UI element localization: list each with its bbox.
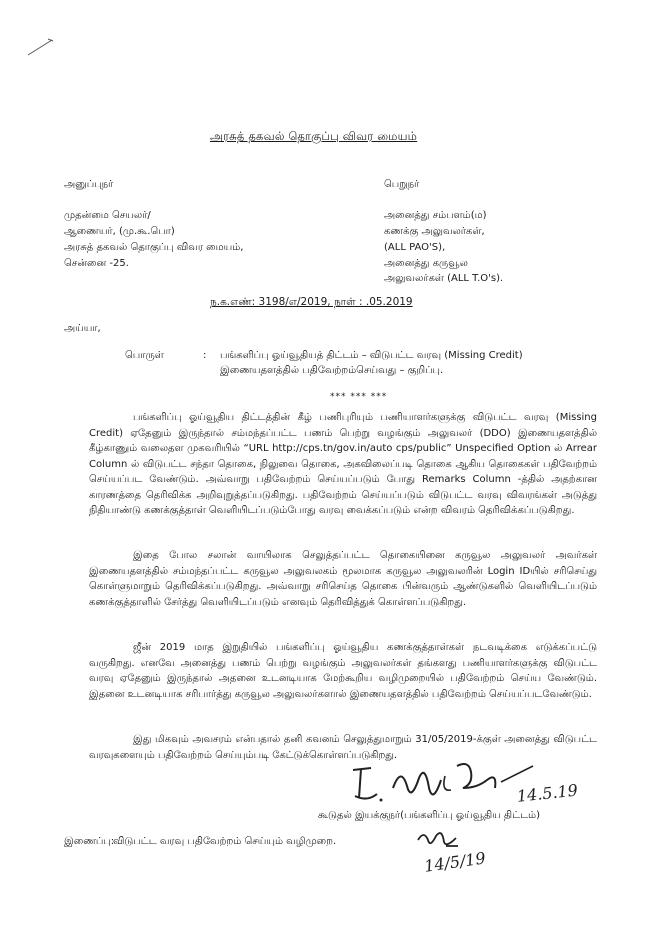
recipient-line: அனைத்து சம்பளம்(ம)	[384, 210, 487, 221]
enclosure-text: விடுபட்ட வரவு பதிவேற்றம் செய்யும் வழிமுறை.	[113, 836, 337, 847]
subject-line-2: இணையதளத்தில் பதிவேற்றம்செய்வது – குறிப்பு.	[220, 365, 444, 376]
recipient-line: கணக்கு அலுவலர்கள்,	[384, 226, 485, 237]
handwritten-initials	[412, 826, 502, 878]
separator-stars: *** *** ***	[330, 392, 388, 402]
subject-line-1: பங்களிப்பு ஓய்வூதியத் திட்டம் – விடுபட்ட வரவு (Missing Credit)	[220, 350, 523, 361]
pencil-mark-decoration	[26, 36, 56, 58]
sender-heading: அனுப்புநர்	[64, 179, 114, 190]
document-title: அரசுத் தகவல் தொகுப்பு விவர மையம்	[210, 129, 418, 143]
body-paragraph: ஜீன் 2019 மாத இறுதியில் பங்களிப்பு ஓய்வூதிய கணக்குத்தாள்கள் நடவடிக்கை எடுக்கப்பட்டு வருகிறது. எனவே அனைத்து பணம் பெற்று வழங்கும் அலுவலர்கள் தங்களது பணியாளர்களுக்கு விடுபட்ட வரவு ஏதேனும் இருந்தால் அதனை உடனடியாக மேற்கூறிய வழிமுறையில் பதிவேற்றம் செய்ய வேண்டும். இதனை உடனடியாக சரிபார்த்து கருவூல அலுவலர்களால் இணையதளத்தில் பதிவேற்றம் செய்யப்படவேண்டும்.	[89, 642, 597, 700]
sender-line: அரசுத் தகவல் தொகுப்பு விவர மையம்,	[64, 242, 244, 253]
subject-colon: :	[203, 350, 207, 361]
signatory-designation: கூடுதல் இயக்குநர்(பங்களிப்பு ஓய்வூதிய திட்டம்)	[318, 810, 540, 821]
recipient-heading: பெறுநர்	[384, 179, 420, 190]
signature-date: 14.5.19	[515, 780, 579, 806]
enclosure-label: இணைப்பு:	[64, 836, 115, 847]
sender-line: சென்னை -25.	[64, 258, 129, 269]
body-paragraph: இது மிகவும் அவசரம் என்பதால் தனி கவனம் செலுத்துமாறும் 31/05/2019-க்குள் அனைத்து விடுபட்ட வரவுகளையும் பதிவேற்றம் செய்யும்படி கேட்டுக்கொள்ளப்படுகிறது.	[89, 734, 597, 761]
body-paragraph: பங்களிப்பு ஓய்வூதிய திட்டத்தின் கீழ் பணிபுரியும் பணியாளர்களுக்கு விடுபட்ட வரவு (Missing Credit) ஏதேனும் இருந்தால் சம்மந்தப்பட்ட பணம் பெற்று வழங்கும் அலுவலர் (DDO) இணையதளத்தில் கீழ்காணும் வலைதள முகவரியில் “URL http://cps.tn/gov.in/auto cps/public” Unspecified Option ல் Arrear Column ல் விடுபட்ட சந்தா தொகை, நிலுவை தொகை, அகவிலைப்படி தொகை ஆகிய தொகைகள் பதிவேற்றம் செய்யப்பட வேண்டும். அவ்வாறு பதிவேற்றம் செய்யப்படும் போது Remarks Column -த்தில் அதற்கான காரணத்தை தெரிவிக்க அறிவுறுத்தப்படுகிறது. பதிவேற்றம் செய்யப்படும் விடுபட்ட வரவு விவரங்கள் அடுத்து நிதியாண்டு கணக்குத்தாள் வெளியிடப்படும்போது வரவு வைக்கப்படும் என்ற விவரம் தெரிவிக்கப்படுகிறது.	[89, 412, 597, 516]
recipient-line: அனைத்து கருவூல	[384, 258, 468, 269]
initials-date: 14/5/19	[423, 848, 487, 876]
recipient-line: அலுவலர்கள் (ALL T.O's).	[384, 273, 504, 284]
sender-line: முதன்மை செயலர்/	[64, 210, 151, 221]
body-paragraph: இதை போல சலான் வாயிலாக செலுத்தப்பட்ட தொகையினை கருவூல அலுவலர் அவர்கள் இணையதளத்தில் சம்மந்தப்பட்ட கருவூல அலுவலகம் மூலமாக கருவூல அலுவலரின் Login IDயில் சரிசெய்து கொள்ளுமாறும் தெரிவிக்கப்படுகிறது. அவ்வாறு சரிசெய்த தொகை பின்வரும் ஆண்டுகளில் வெளியிடப்படும் கணக்குத்தாளில் சேர்த்து வெளியிடப்படும் எனவும் தெரிவித்துக் கொள்ளப்படுகிறது.	[89, 550, 597, 608]
salutation: அய்யா,	[64, 323, 101, 334]
subject-label: பொருள்	[125, 350, 164, 361]
recipient-line: (ALL PAO'S),	[384, 242, 446, 253]
reference-number: ந.க.எண்: 3198/எ/2019, நாள் : .05.2019	[210, 296, 413, 308]
sender-line: ஆணையர், (மு.கூ.பொ)	[64, 226, 175, 237]
